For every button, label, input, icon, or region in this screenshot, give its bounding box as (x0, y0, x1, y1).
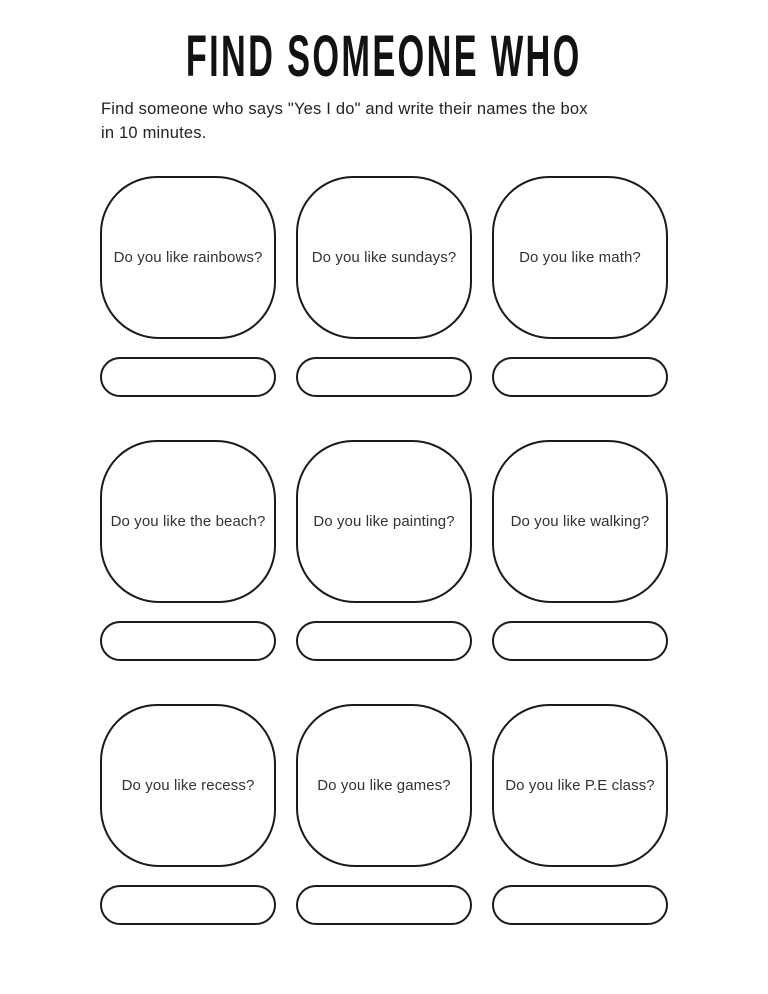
page-title: FIND SOMEONE WHO (186, 24, 582, 90)
question-text-2: Do you like sundays? (311, 249, 457, 267)
answer-box-6[interactable] (492, 621, 668, 661)
answer-box-1[interactable] (100, 357, 276, 397)
instructions (101, 98, 678, 145)
answer-box-4[interactable] (100, 621, 276, 661)
question-grid (100, 176, 668, 925)
question-card-8 (296, 704, 472, 925)
question-bubble-4 (100, 440, 276, 603)
question-bubble-8 (296, 704, 472, 867)
question-text-1: Do you like rainbows? (113, 249, 263, 267)
question-card-1 (100, 176, 276, 397)
question-card-5 (296, 440, 472, 661)
question-text-5: Do you like painting? (313, 513, 455, 531)
question-bubble-1 (100, 176, 276, 339)
question-bubble-7 (100, 704, 276, 867)
instructions-line-2: in 10 minutes. (101, 123, 207, 142)
answer-box-7[interactable] (100, 885, 276, 925)
header (0, 0, 768, 90)
question-text-4: Do you like the beach? (110, 513, 266, 531)
question-bubble-9 (492, 704, 668, 867)
answer-box-8[interactable] (296, 885, 472, 925)
answer-box-5[interactable] (296, 621, 472, 661)
question-card-4 (100, 440, 276, 661)
question-card-9 (492, 704, 668, 925)
question-card-7 (100, 704, 276, 925)
question-card-2 (296, 176, 472, 397)
answer-box-9[interactable] (492, 885, 668, 925)
question-bubble-6 (492, 440, 668, 603)
question-text-7: Do you like recess? (121, 777, 255, 795)
question-text-3: Do you like math? (519, 249, 641, 267)
answer-box-2[interactable] (296, 357, 472, 397)
question-text-9: Do you like P.E class? (505, 777, 655, 795)
question-card-3 (492, 176, 668, 397)
question-bubble-3 (492, 176, 668, 339)
question-bubble-2 (296, 176, 472, 339)
question-text-8: Do you like games? (317, 777, 451, 795)
question-bubble-5 (296, 440, 472, 603)
answer-box-3[interactable] (492, 357, 668, 397)
instructions-line-1: Find someone who says "Yes I do" and write their names the box (101, 100, 588, 119)
question-card-6 (492, 440, 668, 661)
question-text-6: Do you like walking? (510, 513, 650, 531)
